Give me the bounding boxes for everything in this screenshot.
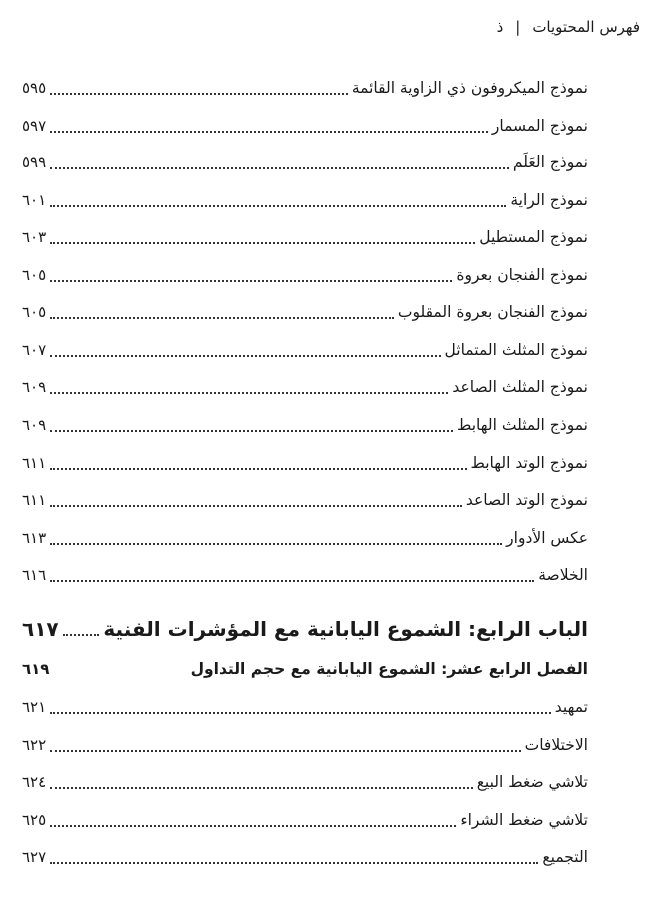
toc-entry-page: ٦١٣: [22, 529, 47, 547]
dot-leader: [50, 242, 475, 244]
toc-entry-page: ٦٢٥: [22, 811, 47, 829]
toc-entry[interactable]: [22, 692, 588, 722]
page-header: [20, 14, 640, 40]
toc-entry[interactable]: [22, 767, 588, 797]
toc-entry[interactable]: [22, 410, 588, 440]
toc-entry-page: ٦٠٣: [22, 228, 47, 246]
toc-entry[interactable]: [22, 222, 588, 252]
toc-entry-title: نموذج المثلث المتماثل: [444, 341, 588, 359]
toc-entry-page: ٦٠٥: [22, 266, 47, 284]
toc-entry[interactable]: [22, 730, 588, 760]
toc-entry[interactable]: [22, 560, 588, 590]
toc-entry[interactable]: [22, 335, 588, 365]
dot-leader: [50, 580, 534, 582]
toc-entry[interactable]: [22, 448, 588, 478]
dot-leader: [50, 392, 448, 394]
toc-entry-title: عكس الأدوار: [506, 529, 588, 547]
toc-entry-title: نموذج الراية: [510, 191, 588, 209]
toc-entry[interactable]: [22, 73, 588, 103]
dot-leader: [50, 787, 473, 789]
toc-entry-page: ٥٩٥: [22, 79, 47, 97]
toc-entry-title: نموذج العَلَم: [512, 153, 588, 171]
toc-entry-page: ٦١١: [22, 454, 47, 472]
dot-leader: [50, 430, 453, 432]
toc-entry[interactable]: [22, 372, 588, 402]
toc-entry[interactable]: [22, 185, 588, 215]
toc-entry-title: نموذج المسمار: [491, 117, 588, 135]
header-title: فهرس المحتويات: [532, 18, 640, 36]
toc-entry-title: تمهيد: [554, 698, 588, 716]
dot-leader: [50, 131, 488, 133]
toc-entry-page: ٦٠٩: [22, 416, 47, 434]
toc-chapter-heading[interactable]: [22, 654, 588, 684]
dot-leader: [50, 543, 502, 545]
toc-entry[interactable]: [22, 111, 588, 141]
dot-leader: [50, 355, 440, 357]
toc-entry-title: نموذج الميكروفون ذي الزاوية القائمة: [351, 79, 588, 97]
dot-leader: [50, 317, 394, 319]
toc-entry-page: ٥٩٧: [22, 117, 47, 135]
dot-leader: [63, 634, 100, 636]
toc-entry-page: ٦١٦: [22, 566, 47, 584]
dot-leader: [50, 750, 520, 752]
dot-leader: [50, 167, 509, 169]
dot-leader: [50, 93, 348, 95]
toc-entry-title: نموذج المثلث الهابط: [457, 416, 588, 434]
toc-entry-page: ٦٢١: [22, 698, 47, 716]
toc-entry[interactable]: [22, 485, 588, 515]
toc-entry-title: الخلاصة: [538, 566, 588, 584]
part-title: الباب الرابع: الشموع اليابانية مع المؤشرات الفنية: [103, 617, 588, 641]
toc-entry-title: نموذج الفنجان بعروة: [456, 266, 588, 284]
toc-entry-page: ٦٠٧: [22, 341, 47, 359]
toc-entry-page: ٦٢٤: [22, 773, 47, 791]
toc-entry-title: نموذج الوتد الصاعد: [465, 491, 588, 509]
chapter-title: الفصل الرابع عشر: الشموع اليابانية مع حجم التداول: [190, 660, 588, 678]
toc-entry-page: ٦٢٧: [22, 848, 47, 866]
toc-entry-page: ٦٠٥: [22, 303, 47, 321]
dot-leader: [50, 468, 466, 470]
toc-entry-title: نموذج المثلث الصاعد: [452, 378, 588, 396]
dot-leader: [50, 505, 462, 507]
toc-entry[interactable]: [22, 147, 588, 177]
dot-leader: [50, 862, 538, 864]
toc-entry-page: ٦١١: [22, 491, 47, 509]
header-separator: |: [515, 18, 521, 36]
dot-leader: [50, 825, 456, 827]
toc-entry[interactable]: [22, 523, 588, 553]
toc-entry[interactable]: [22, 805, 588, 835]
toc-entry[interactable]: [22, 260, 588, 290]
header-page-letter: ذ: [496, 18, 504, 36]
part-page: ٦١٧: [22, 617, 59, 641]
toc-entry-page: ٦٠١: [22, 191, 47, 209]
dot-leader: [50, 280, 452, 282]
toc-entry-title: تلاشي ضغط البيع: [476, 773, 588, 791]
toc-entry-page: ٦٢٢: [22, 736, 47, 754]
toc-entry-title: التجميع: [542, 848, 588, 866]
toc-entry-page: ٦٠٩: [22, 378, 47, 396]
toc-part-heading[interactable]: [22, 614, 588, 644]
dot-leader: [50, 205, 506, 207]
toc-entry-title: تلاشي ضغط الشراء: [460, 811, 588, 829]
toc-entry-title: نموذج الوتد الهابط: [470, 454, 588, 472]
toc-entry-title: نموذج الفنجان بعروة المقلوب: [397, 303, 588, 321]
toc-entry-page: ٥٩٩: [22, 153, 47, 171]
chapter-page: ٦١٩: [22, 660, 50, 678]
dot-leader: [50, 712, 551, 714]
toc-entry-title: نموذج المستطيل: [479, 228, 588, 246]
toc-entry[interactable]: [22, 297, 588, 327]
toc-entry-title: الاختلافات: [524, 736, 588, 754]
toc-entry[interactable]: [22, 842, 588, 872]
